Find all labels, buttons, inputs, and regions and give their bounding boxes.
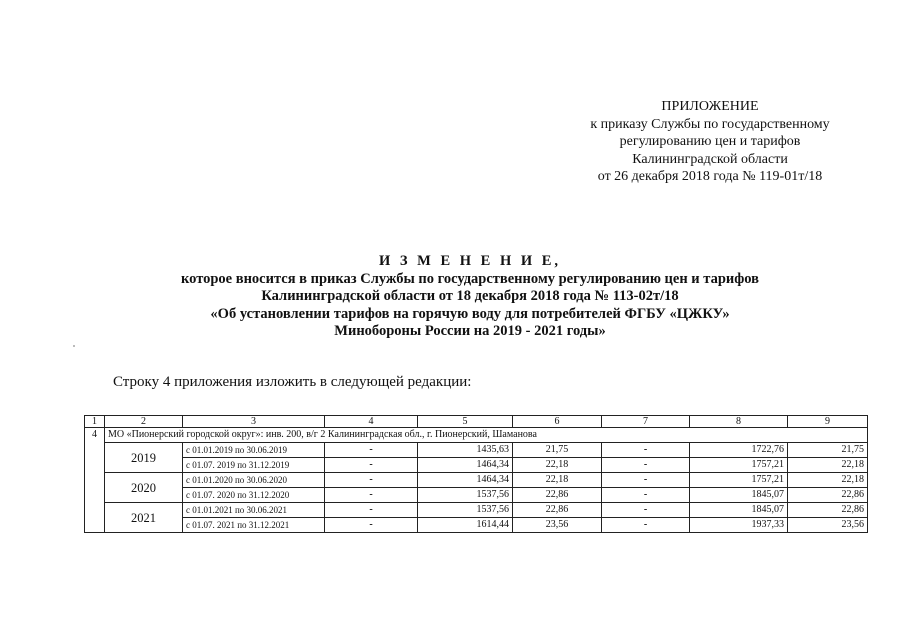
- header-cell: 4: [325, 416, 418, 428]
- value-cell: 1537,56: [418, 503, 513, 518]
- value-cell: 1722,76: [690, 443, 788, 458]
- value-cell: -: [602, 488, 690, 503]
- period-cell: с 01.07. 2019 по 31.12.2019: [183, 458, 325, 473]
- heading-line: Минобороны России на 2019 - 2021 годы»: [334, 323, 606, 339]
- header-cell: 2: [105, 416, 183, 428]
- period-cell: с 01.01.2021 по 30.06.2021: [183, 503, 325, 518]
- value-cell: -: [325, 443, 418, 458]
- tariff-table: [84, 415, 868, 533]
- table-row: [85, 458, 868, 473]
- municipality-cell: МО «Пионерский городской округ»: инв. 200, в/г 2 Калининградская обл., г. Пионерский, Шаманова: [105, 428, 868, 443]
- appendix-line: от 26 декабря 2018 года № 119-01т/18: [597, 169, 823, 184]
- value-cell: 22,18: [788, 458, 868, 473]
- value-cell: 22,18: [513, 458, 602, 473]
- header-cell: 7: [602, 416, 690, 428]
- year-cell: 2019: [105, 443, 183, 473]
- intro-text: Строку 4 приложения изложить в следующей редакции:: [113, 374, 472, 390]
- heading-line: Калининградской области от 18 декабря 2018 года № 113-02т/18: [261, 288, 679, 304]
- heading-title: И З М Е Н Е Н И Е,: [378, 253, 562, 269]
- value-cell: -: [325, 473, 418, 488]
- value-cell: 23,56: [513, 518, 602, 533]
- value-cell: -: [325, 518, 418, 533]
- appendix-line: к приказу Службы по государственному: [590, 116, 830, 132]
- value-cell: -: [602, 518, 690, 533]
- year-cell: 2021: [105, 503, 183, 533]
- period-cell: с 01.01.2020 по 30.06.2020: [183, 473, 325, 488]
- period-cell: с 01.07. 2021 по 31.12.2021: [183, 518, 325, 533]
- value-cell: -: [325, 503, 418, 518]
- value-cell: -: [602, 443, 690, 458]
- value-cell: -: [602, 473, 690, 488]
- value-cell: 1757,21: [690, 473, 788, 488]
- header-cell: 1: [85, 416, 105, 428]
- value-cell: 23,56: [788, 518, 868, 533]
- heading-line: «Об установлении тарифов на горячую воду для потребителей ФГБУ «ЦЖКУ»: [210, 305, 730, 322]
- value-cell: 1435,63: [418, 443, 513, 458]
- header-cell: 6: [513, 416, 602, 428]
- value-cell: 21,75: [788, 443, 868, 458]
- period-cell: с 01.07. 2020 по 31.12.2020: [183, 488, 325, 503]
- table-row: [85, 518, 868, 533]
- value-cell: 22,18: [788, 473, 868, 488]
- appendix-line: регулированию цен и тарифов: [619, 134, 801, 149]
- document-heading: [120, 253, 820, 341]
- header-cell: 9: [788, 416, 868, 428]
- row-number: 4: [85, 428, 105, 533]
- header-cell: 5: [418, 416, 513, 428]
- value-cell: 1464,34: [418, 458, 513, 473]
- header-cell: 3: [183, 416, 325, 428]
- value-cell: 1845,07: [690, 488, 788, 503]
- value-cell: 22,86: [513, 488, 602, 503]
- appendix-line: Калининградской области: [632, 151, 788, 167]
- appendix-title: ПРИЛОЖЕНИЕ: [661, 99, 759, 114]
- table-row: [85, 488, 868, 503]
- table-row: [85, 503, 868, 518]
- value-cell: -: [602, 458, 690, 473]
- value-cell: 1464,34: [418, 473, 513, 488]
- table-row-mo: [85, 428, 868, 443]
- value-cell: 1614,44: [418, 518, 513, 533]
- value-cell: 1757,21: [690, 458, 788, 473]
- value-cell: -: [325, 488, 418, 503]
- heading-line: которое вносится в приказ Службы по государственному регулированию цен и тарифов: [180, 270, 760, 287]
- value-cell: 1937,33: [690, 518, 788, 533]
- value-cell: 1537,56: [418, 488, 513, 503]
- value-cell: 21,75: [513, 443, 602, 458]
- value-cell: 22,86: [513, 503, 602, 518]
- year-cell: 2020: [105, 473, 183, 503]
- period-cell: с 01.01.2019 по 30.06.2019: [183, 443, 325, 458]
- table-header-row: [85, 416, 868, 428]
- appendix-block: [520, 98, 900, 186]
- scan-speck: [73, 345, 75, 347]
- value-cell: 22,86: [788, 488, 868, 503]
- value-cell: 22,86: [788, 503, 868, 518]
- header-cell: 8: [690, 416, 788, 428]
- value-cell: 1845,07: [690, 503, 788, 518]
- value-cell: -: [602, 503, 690, 518]
- value-cell: 22,18: [513, 473, 602, 488]
- value-cell: -: [325, 458, 418, 473]
- table-row: [85, 443, 868, 458]
- table-row: [85, 473, 868, 488]
